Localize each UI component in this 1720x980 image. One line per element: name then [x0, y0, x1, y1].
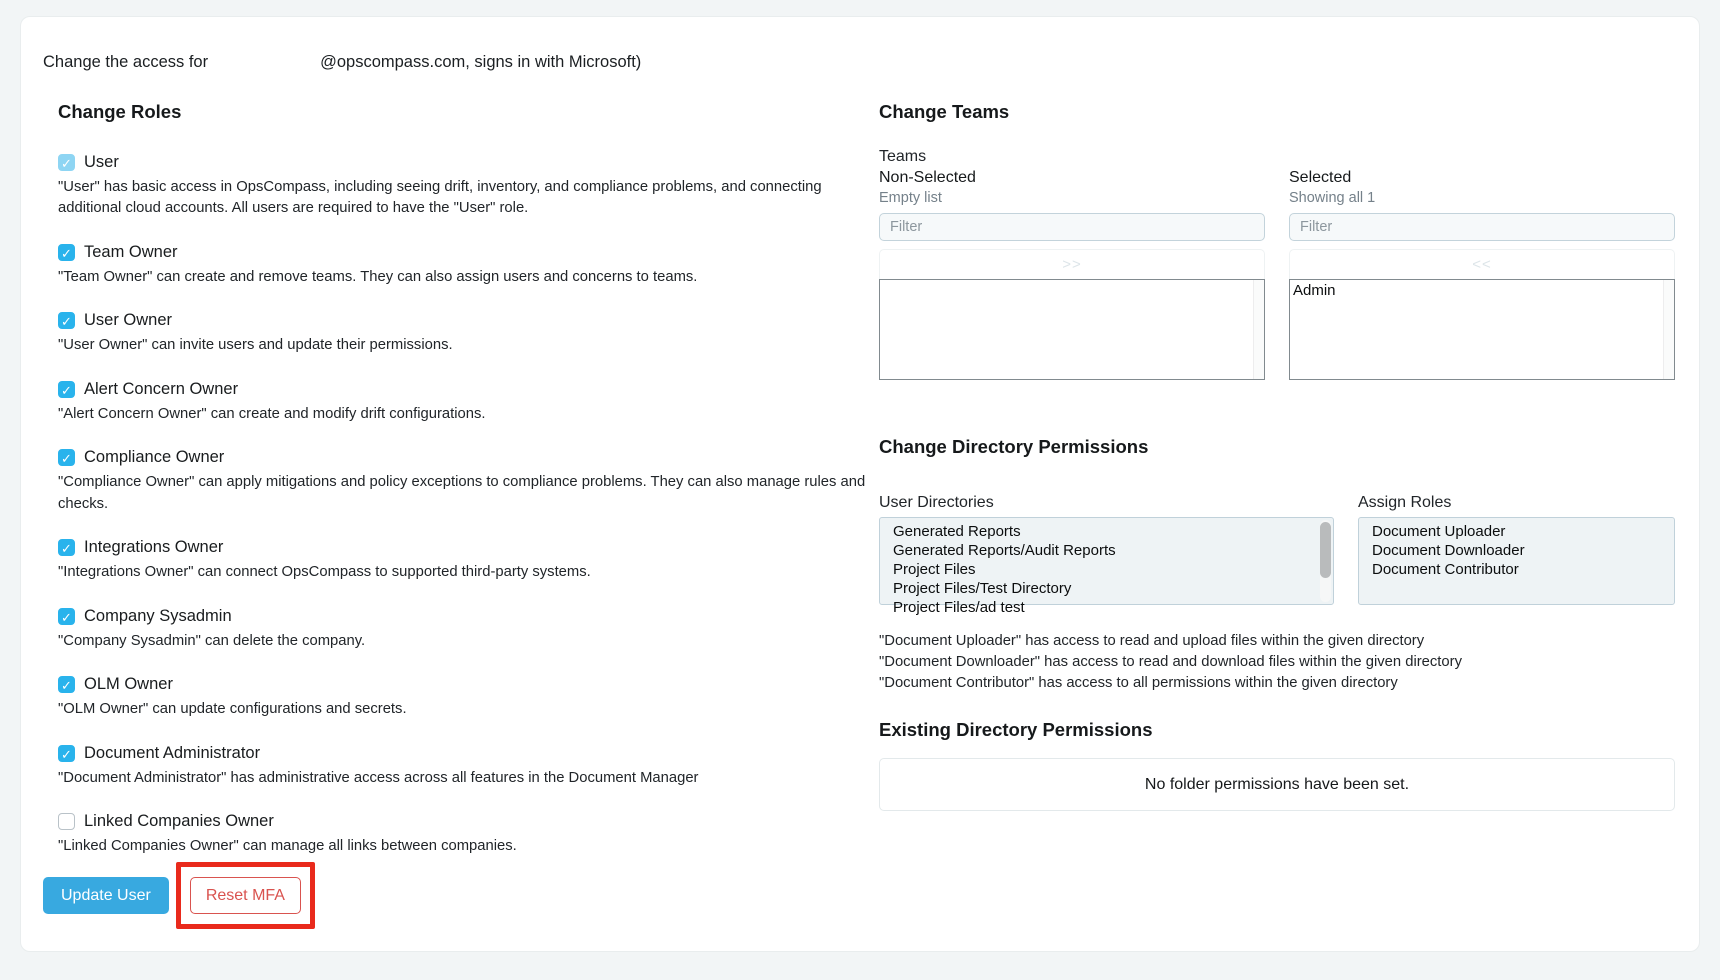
role-label: Integrations Owner: [84, 538, 224, 557]
permission-notes: [879, 631, 1675, 694]
user-directories-column: [879, 494, 1334, 616]
role-item: [58, 607, 888, 652]
user-access-card: [20, 16, 1700, 952]
assign-role-option[interactable]: Document Downloader: [1372, 542, 1525, 559]
role-label: Company Sysadmin: [84, 606, 232, 625]
permission-note: "Document Contributor" has access to all permissions within the given directory: [879, 675, 1398, 691]
listbox-scrollbar[interactable]: [1663, 280, 1674, 379]
role-label: User: [84, 153, 119, 171]
role-checkbox[interactable]: [58, 539, 75, 556]
non-selected-status: Empty list: [879, 190, 942, 206]
directory-option[interactable]: Generated Reports/Audit Reports: [893, 542, 1116, 559]
select-scrollbar-thumb[interactable]: [1320, 522, 1331, 578]
directory-option[interactable]: Project Files: [893, 561, 976, 578]
role-label: User Owner: [84, 311, 173, 330]
change-roles-title: Change Roles: [58, 101, 182, 122]
non-selected-filter-input[interactable]: [879, 213, 1265, 241]
role-item: [58, 812, 888, 857]
role-item: [58, 243, 888, 288]
role-label: Compliance Owner: [84, 448, 225, 467]
role-checkbox[interactable]: [58, 312, 75, 329]
user-directories-select[interactable]: [879, 517, 1334, 616]
role-label: Linked Companies Owner: [84, 811, 274, 830]
selected-status: Showing all 1: [1289, 190, 1376, 206]
role-item: [58, 675, 888, 720]
update-user-button[interactable]: Update User: [43, 877, 169, 914]
selected-label: Selected: [1289, 169, 1352, 186]
role-checkbox[interactable]: [58, 745, 75, 762]
role-label: Team Owner: [84, 242, 178, 261]
assign-roles-label: Assign Roles: [1358, 494, 1452, 511]
role-checkbox[interactable]: [58, 813, 75, 830]
non-selected-label: Non-Selected: [879, 169, 976, 186]
role-checkbox[interactable]: [58, 676, 75, 693]
existing-permissions-empty-box: [879, 758, 1675, 811]
move-right-button[interactable]: >>: [879, 249, 1265, 279]
role-item: [58, 380, 888, 425]
selected-filter-input[interactable]: [1289, 213, 1675, 241]
role-label: OLM Owner: [84, 675, 173, 694]
assign-roles-select[interactable]: [1358, 517, 1675, 605]
teams-group-label: Teams: [879, 148, 927, 165]
non-selected-listbox[interactable]: [879, 279, 1265, 380]
red-highlight-annotation: [176, 862, 315, 929]
role-checkbox[interactable]: [58, 381, 75, 398]
role-description: "Compliance Owner" can apply mitigations and policy exceptions to compliance problems. They can also manage rules and checks.: [58, 474, 866, 512]
role-item: [58, 448, 888, 515]
actions-row: [43, 862, 315, 929]
teams-selected-column: [1289, 169, 1675, 380]
permission-note: "Document Downloader" has access to read and download files within the given directory: [879, 654, 1462, 670]
directory-option[interactable]: Project Files/Test Directory: [893, 580, 1072, 597]
role-item: [58, 153, 888, 220]
roles-list: [58, 153, 888, 857]
role-description: "Company Sysadmin" can delete the company.: [58, 632, 366, 649]
role-label: Alert Concern Owner: [84, 379, 239, 398]
role-description: "User Owner" can invite users and update their permissions.: [58, 337, 453, 354]
header-prefix: Change the access for: [43, 53, 209, 71]
selected-listbox[interactable]: [1289, 279, 1675, 380]
empty-permissions-message: No folder permissions have been set.: [1144, 775, 1410, 793]
role-description: "Document Administrator" has administrative access across all features in the Document Manager: [58, 769, 699, 786]
role-description: "Team Owner" can create and remove teams. They can also assign users and concerns to teams.: [58, 268, 698, 285]
role-item: [58, 311, 888, 356]
reset-mfa-button[interactable]: Reset MFA: [190, 877, 301, 914]
role-label: Document Administrator: [84, 743, 261, 762]
user-directories-label: User Directories: [879, 494, 994, 511]
header-suffix: @opscompass.com, signs in with Microsoft): [320, 53, 642, 71]
assign-role-option[interactable]: Document Contributor: [1372, 561, 1519, 578]
role-description: "Linked Companies Owner" can manage all links between companies.: [58, 837, 517, 854]
role-description: "OLM Owner" can update configurations and secrets.: [58, 701, 407, 718]
assign-roles-column: [1358, 494, 1675, 605]
role-checkbox[interactable]: [58, 608, 75, 625]
role-description: "Alert Concern Owner" can create and modify drift configurations.: [58, 405, 486, 422]
assign-role-option[interactable]: Document Uploader: [1372, 523, 1506, 540]
teams-non-selected-column: [879, 169, 1265, 380]
change-roles-section: [58, 101, 888, 880]
select-scrollbar-track[interactable]: [1320, 520, 1331, 602]
role-item: [58, 744, 888, 789]
permission-note: "Document Uploader" has access to read and upload files within the given directory: [879, 633, 1425, 649]
change-teams-title: Change Teams: [879, 101, 1010, 122]
directory-option[interactable]: Generated Reports: [893, 523, 1021, 540]
page-header: [43, 53, 641, 72]
move-left-button[interactable]: <<: [1289, 249, 1675, 279]
existing-directory-permissions-title: Existing Directory Permissions: [879, 719, 1153, 740]
listbox-scrollbar[interactable]: [1253, 280, 1264, 379]
role-description: "Integrations Owner" can connect OpsCompass to supported third-party systems.: [58, 564, 591, 581]
role-checkbox[interactable]: [58, 154, 75, 171]
role-item: [58, 538, 888, 583]
role-checkbox[interactable]: [58, 244, 75, 261]
right-column: [879, 101, 1675, 811]
role-checkbox[interactable]: [58, 449, 75, 466]
change-directory-permissions-title: Change Directory Permissions: [879, 436, 1149, 457]
teams-dual-list: [879, 169, 1675, 380]
directory-permissions-row: [879, 494, 1675, 616]
directory-option[interactable]: Project Files/ad test: [893, 599, 1025, 616]
team-option[interactable]: Admin: [1293, 282, 1336, 299]
role-description: "User" has basic access in OpsCompass, including seeing drift, inventory, and compliance problems, and connecting additional cloud accounts. All users are required to have the "User" role.: [58, 179, 822, 217]
